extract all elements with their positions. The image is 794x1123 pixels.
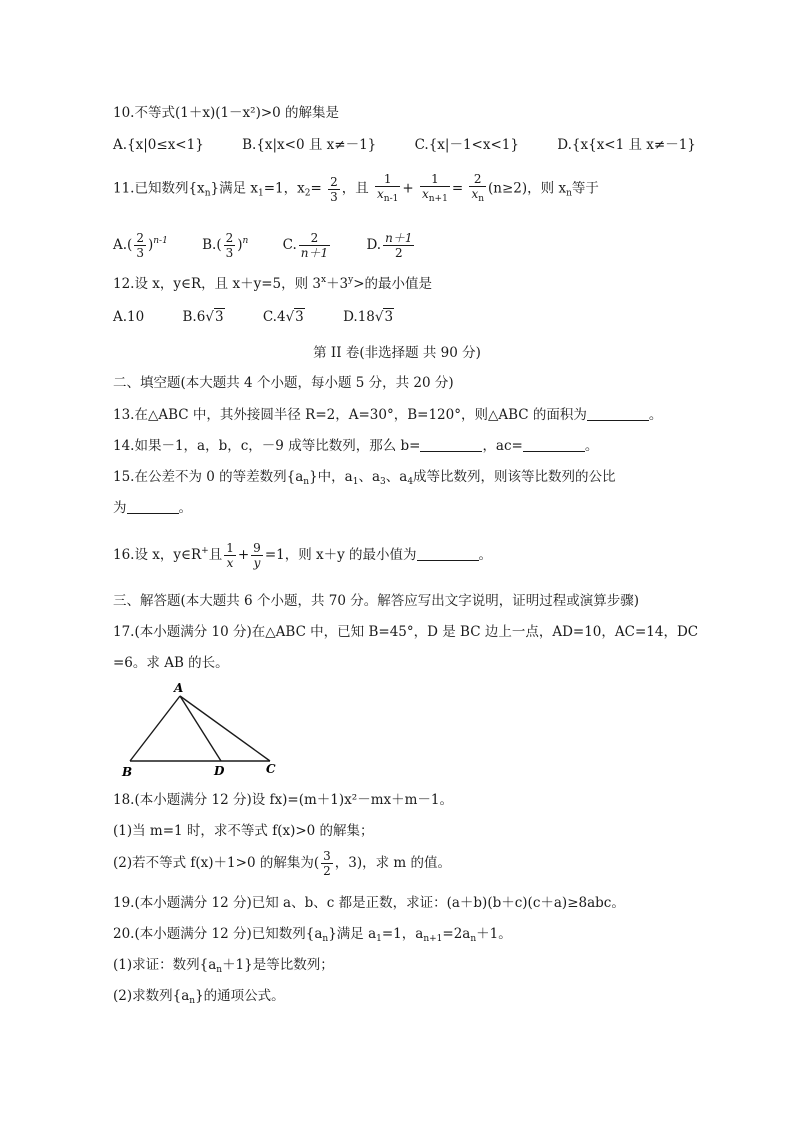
part2-heading: 二、填空题(本大题共 4 个小题，每小题 5 分，共 20 分) [113, 375, 454, 391]
vertex-label-c: C [266, 762, 276, 776]
q17-line2: =6。求 AB 的长。 [113, 655, 229, 671]
q12-option-b: B.6√3 [182, 309, 224, 325]
q13: 13.在△ABC 中，其外接圆半径 R=2，A=30°，B=120°，则△ABC 的面积为 。 [113, 407, 663, 423]
q10-stem: 10.不等式(1＋x)(1－x²)>0 的解集是 [113, 105, 340, 121]
q15-line2: 为 。 [113, 500, 192, 516]
q12-stem: 12.设 x，y∈R，且 x＋y=5，则 $3^x+3^y>$的最小值是 [113, 275, 433, 292]
q16-answer-blank[interactable] [417, 546, 479, 561]
q10-option-a: A.{x|0≤x<1} [113, 137, 204, 153]
part3-heading: 三、解答题(本大题共 6 个小题，共 70 分。解答应写出文字说明，证明过程或演算步骤) [113, 593, 639, 609]
q11-fraction-1-xn+1: $\frac{1}{x_{n+1}}$ [421, 172, 448, 204]
vertex-label-a: A [174, 681, 184, 695]
q14-answer-blank-b[interactable] [420, 437, 482, 452]
q11-option-d: D. $\frac{n+1}{2}$ [366, 231, 413, 260]
q13-answer-blank[interactable] [587, 406, 649, 421]
q12-options [113, 307, 428, 327]
q17-line1: 17.(本小题满分 10 分)在△ABC 中，已知 B=45°，D 是 BC 边上一点，AD=10，AC=14，DC [113, 624, 699, 640]
q18-line3: (2)若不等式 f(x)＋1>0 的解集为( $\frac{3}{2}$ ，3)，求 m 的值。 [113, 849, 451, 878]
triangle-figure [110, 680, 290, 780]
q19: 19.(本小题满分 12 分)已知 a、b、c 都是正数，求证：(a＋b)(b＋c)(c＋a)≥8abc。 [113, 895, 625, 911]
q12-option-a: A.10 [113, 309, 145, 325]
triangle-side-ab [130, 696, 180, 761]
q15-answer-blank[interactable] [127, 499, 179, 514]
q12-option-c: C.4√3 [262, 309, 304, 325]
q18-line1: 18.(本小题满分 12 分)设 fx)=(m＋1)x²－mx＋m－1。 [113, 792, 453, 808]
q10-option-d: D.{x{x<1 且 x≠－1} [557, 137, 696, 153]
vertex-label-d: D [214, 764, 225, 778]
triangle-side-ac [180, 696, 270, 761]
q18-line2: (1)当 m=1 时，求不等式 f(x)>0 的解集； [113, 823, 374, 839]
q10-option-b: B.{x|x<0 且 x≠－1} [242, 137, 377, 153]
q10-option-c: C.{x|－1<x<1} [414, 137, 519, 153]
q11-option-b: B.( $\frac{2}{3}$ )$^n$ [202, 231, 249, 260]
q11-stem: 11.已知数列$\{x_n\}$满足 $x_1=1$，$x_2=$ $\frac{2}{3}$ ，且 $\frac{1}{x_{n-1}}$ + $\frac{1}{x_{n+1}}$ = $\frac{2}{x_n}$ (n≥2)，则 $x_n$等于 [113, 172, 599, 204]
q15-line1: 15.在公差不为 0 的等差数列$\{a_n\}$中，$a_1$、$a_3$、$a_4$成等比数列，则该等比数列的公比 [113, 469, 616, 487]
q12-option-d: D.18√3 [343, 309, 394, 325]
q11-fraction-2-xn: $\frac{2}{x_n}$ [471, 172, 485, 204]
q20-line3: (2)求数列$\{a_n\}$的通项公式。 [113, 988, 285, 1006]
triangle-segment-ad [180, 696, 221, 761]
vertex-label-b: B [122, 765, 133, 779]
q11-fraction-1-xn-1: $\frac{1}{x_{n-1}}$ [377, 172, 399, 204]
q11-fraction-2-3: $\frac{2}{3}$ [330, 174, 338, 204]
section2-title: 第 II 卷(非选择题 共 90 分) [313, 345, 481, 361]
q10-options [113, 135, 730, 155]
q14-answer-blank-ac[interactable] [523, 437, 585, 452]
q20-line2: (1)求证：数列$\{a_n+1\}$是等比数列； [113, 957, 334, 975]
q11-option-a: A.( $\frac{2}{3}$ )$^{n-1}$ [113, 231, 168, 260]
q14: 14.如果－1，a，b，c，－9 成等比数列，那么 b= ，ac= 。 [113, 438, 599, 454]
q11-options [113, 226, 416, 260]
q20-line1: 20.(本小题满分 12 分)已知数列$\{a_n\}$满足 $a_1=1$，$a_{n+1}=2a_n+1$。 [113, 926, 512, 944]
q11-option-c: C. $\frac{2}{n+1}$ [282, 231, 329, 260]
q16: 16.设 x，y∈R+且 $\frac{1}{x}$ + $\frac{9}{y}$ =1，则 x＋y 的最小值为 。 [113, 541, 493, 570]
